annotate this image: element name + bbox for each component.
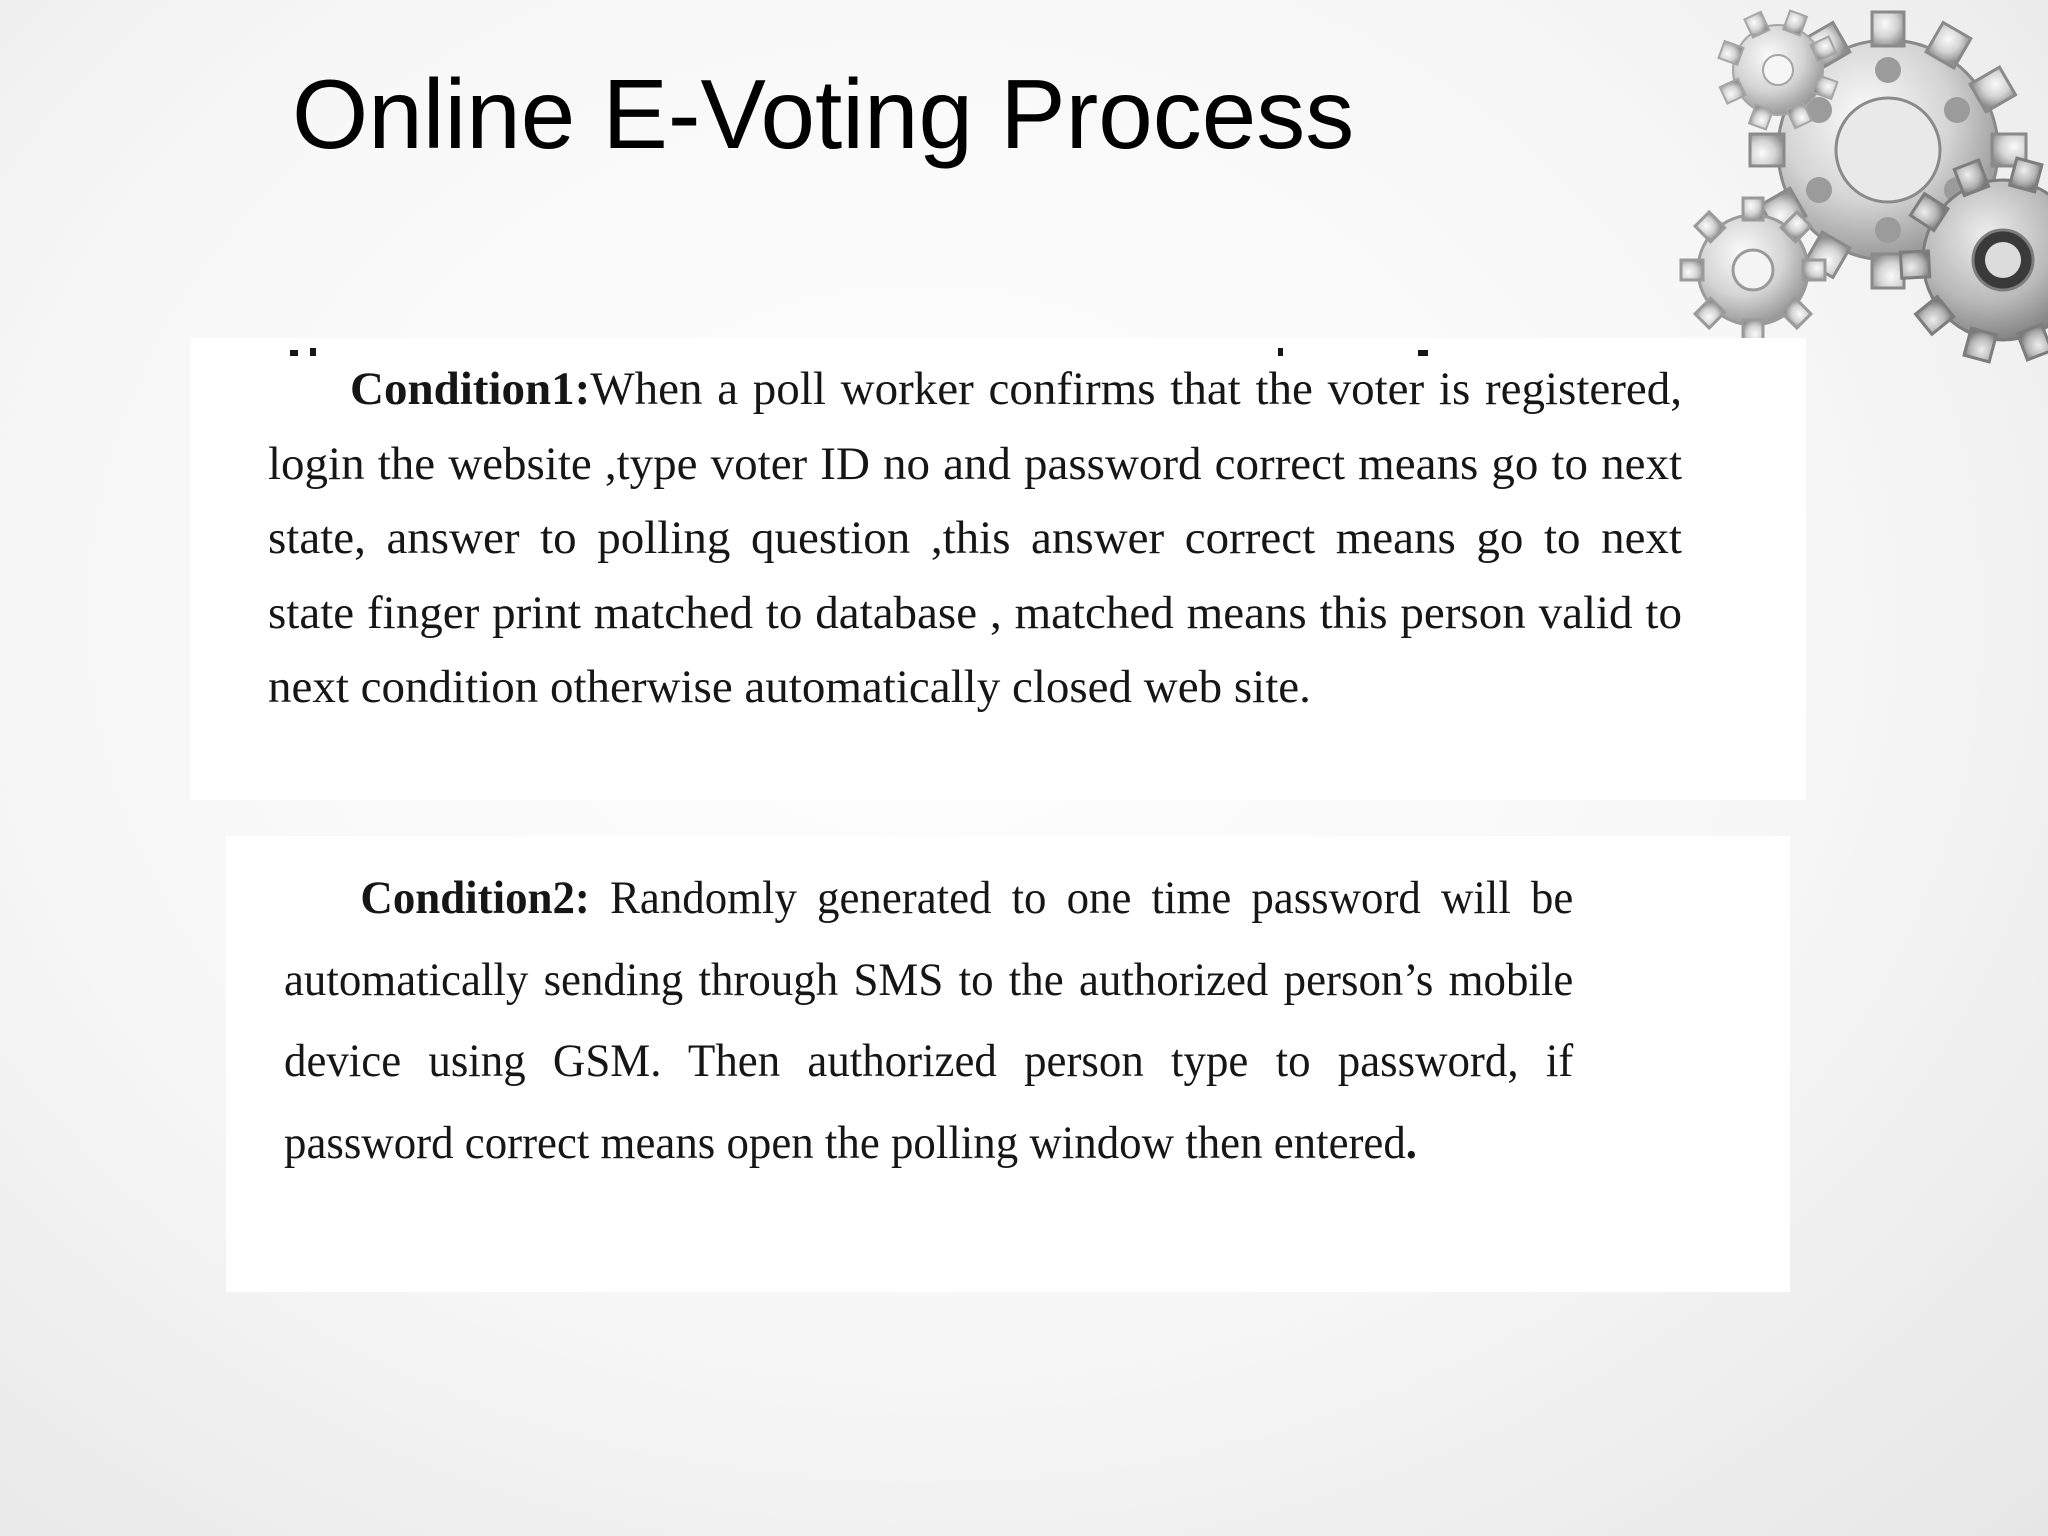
condition2-text: Randomly generated to one time password will be automatically sending through SMS to the authorized person’s mobile device using GSM. Then authorized person type to password, if password correct means open the polling window then entered [284,872,1574,1169]
gear-shape [1681,11,2048,362]
gears-icon [1658,0,2048,380]
condition1-label: Condition1: [350,363,591,415]
slide-title: Online E-Voting Process [292,59,1355,169]
condition2-excerpt [226,836,1790,1292]
condition1-paragraph [268,352,1682,725]
condition2-paragraph [284,858,1573,1184]
condition2-label: Condition2: [360,872,590,924]
condition2-end-mark: . [1405,1116,1418,1169]
condition1-text: When a poll worker confirms that the voter is registered, login the website ,type voter ID no and password correct means go to next state, answer to polling question ,this answer correct means go to next state finger print matched to database , matched means this person valid to next condition otherwise automatically closed web site. [268,363,1682,713]
condition1-excerpt [190,338,1806,800]
